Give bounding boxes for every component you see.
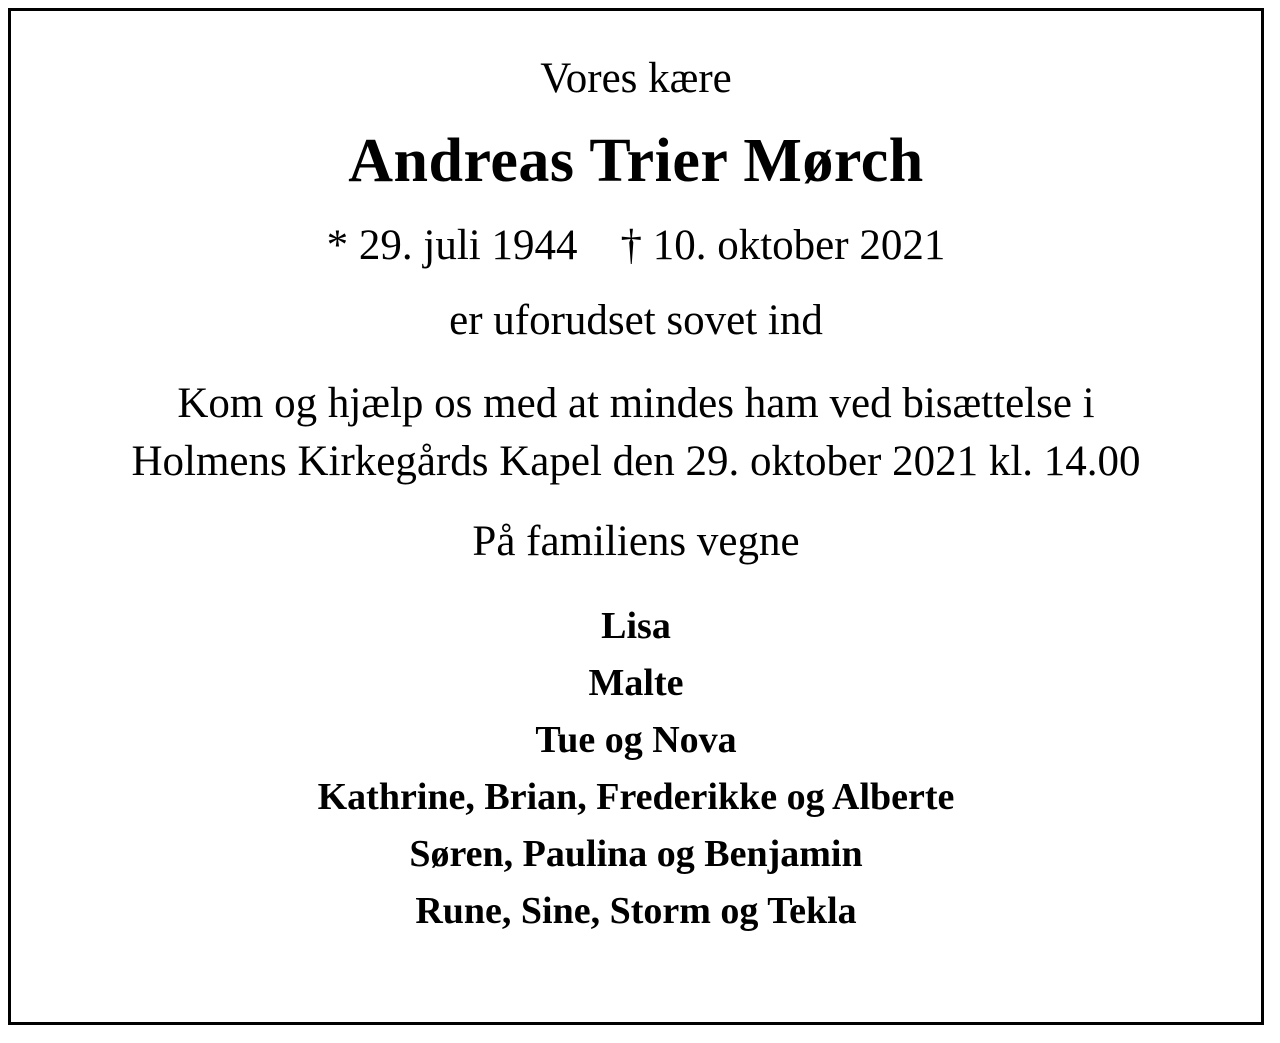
- list-item: Søren, Paulina og Benjamin: [409, 833, 863, 876]
- funeral-invitation-line-2: Holmens Kirkegårds Kapel den 29. oktober 2021 kl. 14.00: [131, 438, 1141, 486]
- list-item: Rune, Sine, Storm og Tekla: [415, 890, 857, 933]
- funeral-invitation-line-1: Kom og hjælp os med at mindes ham ved bisættelse i: [177, 380, 1095, 428]
- list-item: Tue og Nova: [535, 719, 737, 762]
- birth-death-dates: * 29. juli 1944 † 10. oktober 2021: [326, 222, 946, 270]
- deceased-name: Andreas Trier Mørch: [348, 127, 924, 196]
- obituary-notice: [8, 8, 1264, 1025]
- list-item: Kathrine, Brian, Frederikke og Alberte: [317, 776, 955, 819]
- funeral-invitation: [21, 375, 1251, 491]
- list-item: Lisa: [601, 605, 671, 648]
- intro-text: Vores kære: [540, 55, 732, 102]
- passing-text: er uforudset sovet ind: [449, 297, 823, 345]
- on-behalf-text: På familiens vegne: [472, 518, 800, 566]
- signature-list: [318, 598, 955, 940]
- list-item: Malte: [588, 662, 684, 705]
